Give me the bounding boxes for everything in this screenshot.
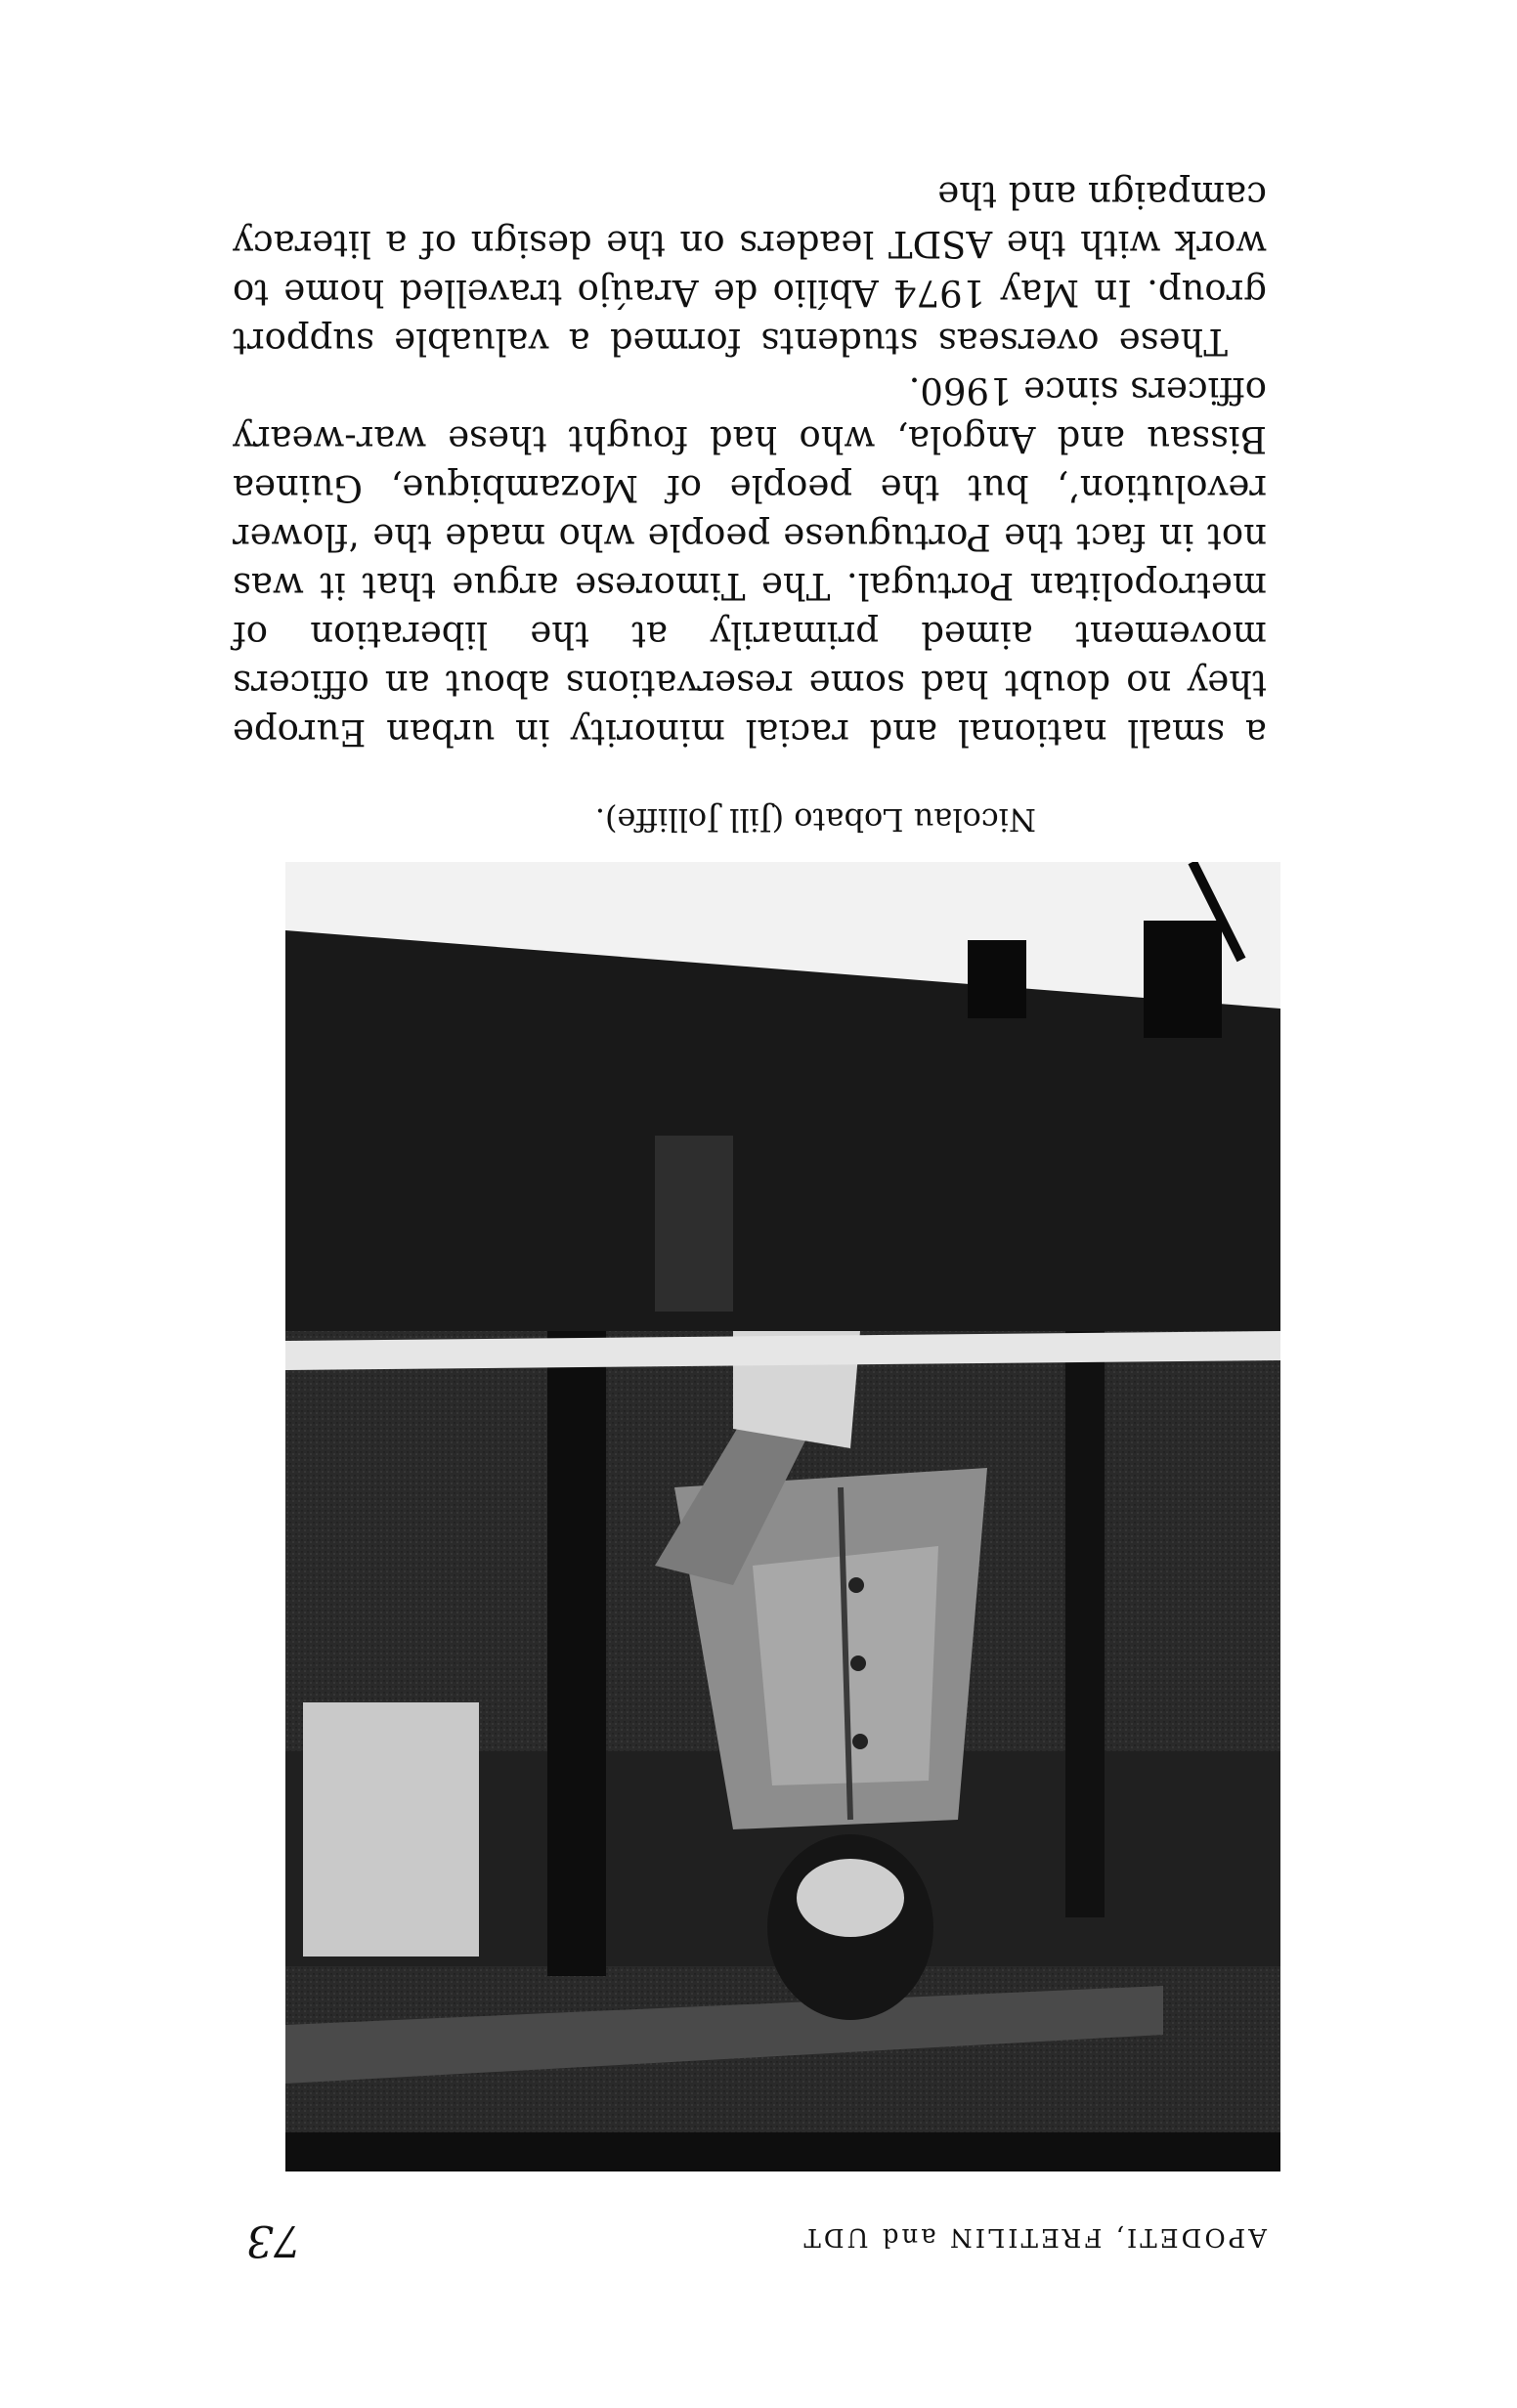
photo-caption: Nicolau Lobato (Jill Jolliffe). [594,801,1036,838]
portrait-photo [285,862,1280,2172]
body-text [233,170,1267,756]
page-header [246,2207,1267,2265]
page-number: 73 [246,2215,301,2265]
running-head: APODETI, FRETILIN and UDT [801,2222,1267,2252]
photo-image [285,862,1280,2172]
paragraph: a small national and racial minority in urban Europe they no doubt had some reservations about an officers movement aimed primarily at the liberation of metropolitan Portugal. The Timorese argue that it was not in fact the Portuguese people who made the ‘flower revolution’, but the people of Mozambique, Guinea Bissau and Angola, who had fought these war-weary officers since 1960. [233,369,1267,753]
paragraph: These overseas students formed a valuable support group. In May 1974 Abílio de Araújo travelled home to work with the ASDT leaders on the design of a literacy campaign and the [233,174,1267,363]
